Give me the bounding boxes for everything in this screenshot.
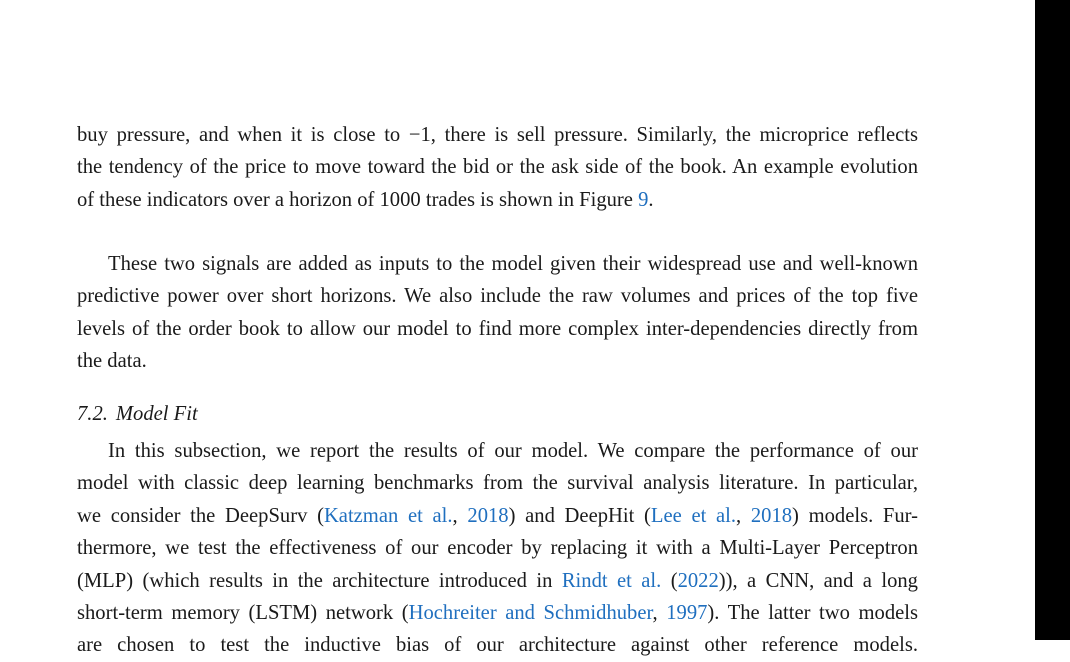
text-span: . (648, 188, 654, 211)
window-edge-bar (1035, 0, 1070, 640)
text-line: predictive power over short horizons. We also include the raw volumes and prices of the top five (77, 285, 918, 308)
citation-link[interactable]: Rindt et al. (561, 569, 662, 592)
section-heading (77, 398, 198, 430)
citation-link[interactable]: Lee et al. (650, 504, 737, 527)
paragraph-signals (77, 248, 918, 378)
text-span: , (736, 504, 751, 527)
text-span: ( (661, 569, 678, 592)
citation-link[interactable]: Hochreiter and Schmidhuber (408, 601, 653, 624)
text-span: , (652, 601, 667, 624)
section-number: 7.2. (77, 403, 108, 425)
text-line: levels of the order book to allow our model to find more complex inter-dependencies directly from (77, 317, 918, 340)
text-line: are chosen to test the inductive bias of our architecture against other reference models. (77, 634, 918, 657)
text-span: ) and DeepHit ( (508, 504, 651, 527)
text-line: These two signals are added as inputs to the model given their widespread use and well-known (108, 253, 918, 275)
figure-reference-link[interactable]: 9 (638, 188, 649, 211)
paragraph-model-fit (77, 435, 918, 662)
citation-year-link[interactable]: 1997 (666, 601, 708, 624)
text-span: ) models. Fur- (792, 504, 918, 527)
text-line: the tendency of the price to move toward the bid or the ask side of the book. An example evolution (77, 156, 918, 179)
citation-year-link[interactable]: 2022 (677, 569, 719, 592)
text-line (77, 597, 918, 629)
text-line: buy pressure, and when it is close to −1, there is sell pressure. Similarly, the microprice reflects (77, 124, 918, 146)
section-title: Model Fit (115, 403, 198, 425)
text-line: the data. (77, 350, 147, 373)
text-span: of these indicators over a horizon of 1000 trades is shown in Figure (77, 188, 639, 211)
citation-year-link[interactable]: 2018 (467, 504, 509, 527)
text-span: , (452, 504, 468, 527)
text-line (77, 565, 918, 597)
text-line (77, 500, 918, 532)
text-span: )), a CNN, and a long (718, 569, 918, 592)
text-span: ). The latter two models (707, 601, 918, 624)
text-span: we consider the DeepSurv ( (77, 504, 324, 527)
text-line: thermore, we test the effectiveness of our encoder by replacing it with a Multi-Layer Perceptron (77, 537, 918, 560)
text-span: short-term memory (LSTM) network ( (77, 601, 409, 624)
citation-year-link[interactable]: 2018 (750, 504, 793, 527)
citation-link[interactable]: Katzman et al. (323, 504, 453, 527)
text-span: (MLP) (which results in the architecture introduced in (77, 569, 562, 592)
paragraph-indicators (77, 119, 918, 216)
text-line (77, 184, 918, 216)
text-line: In this subsection, we report the results of our model. We compare the performance of our (108, 440, 918, 462)
text-line: model with classic deep learning benchmarks from the survival analysis literature. In particular, (77, 472, 918, 495)
